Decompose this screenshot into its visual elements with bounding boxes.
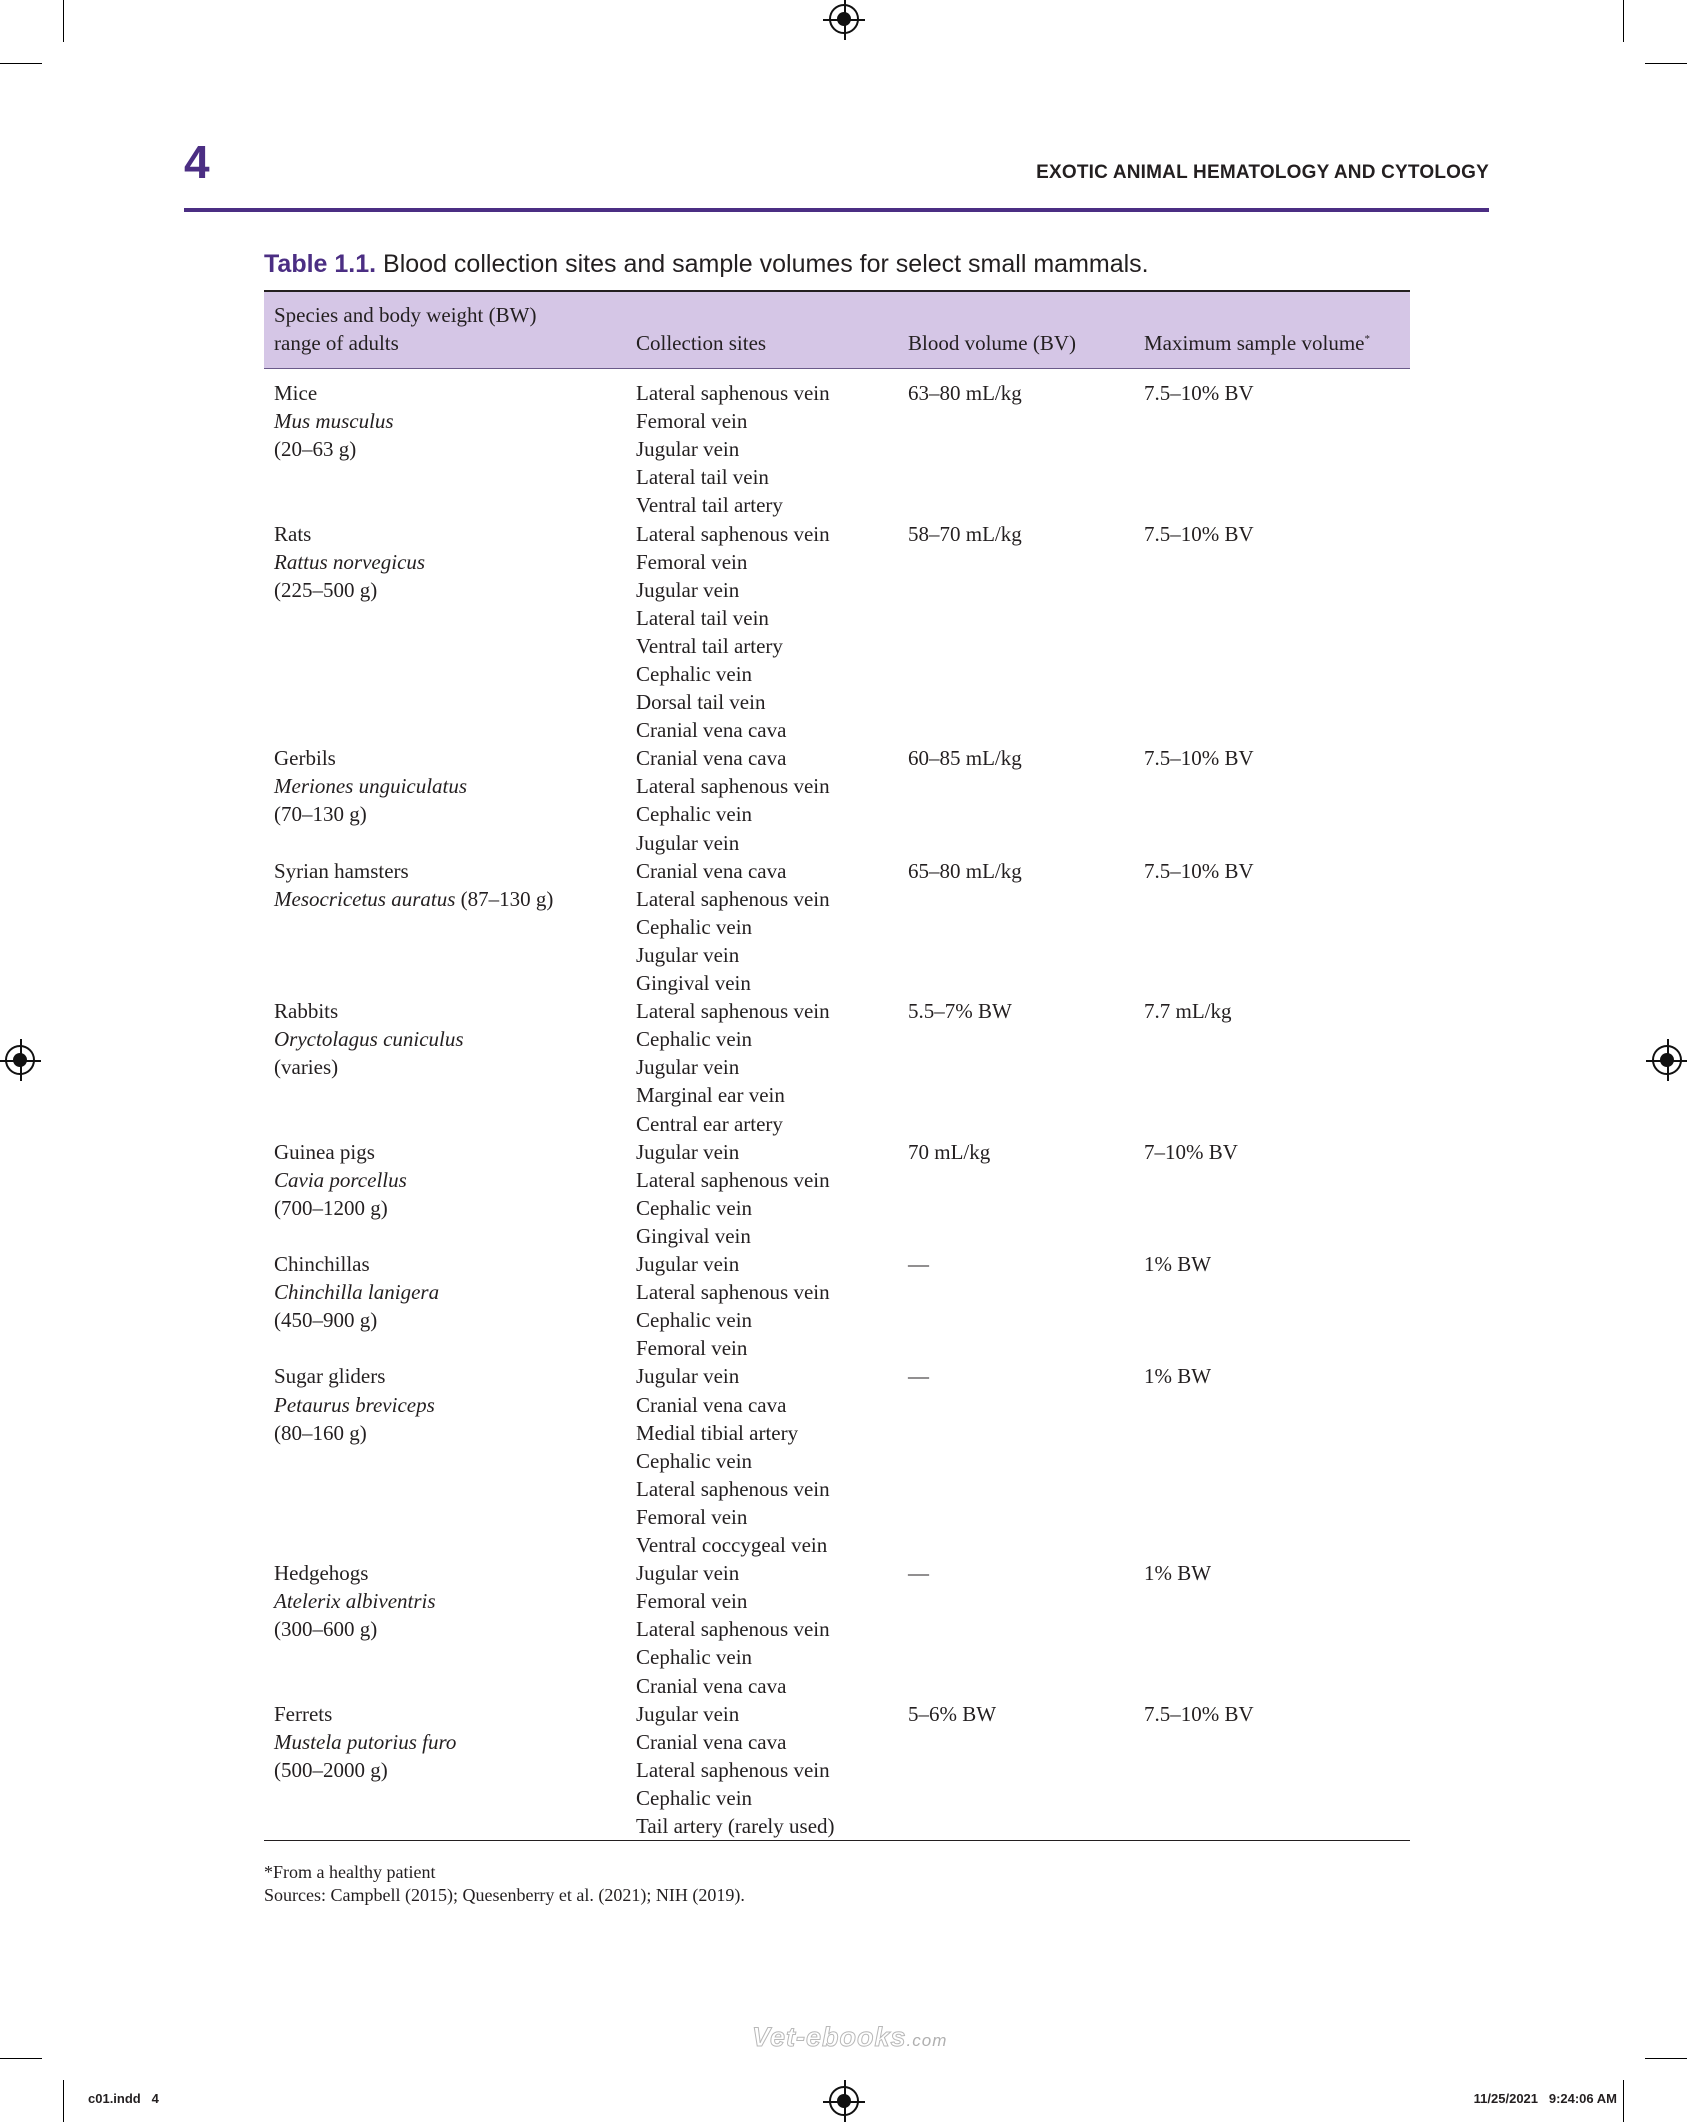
collection-site: Gingival vein	[636, 1223, 751, 1248]
species-scientific-name: Chinchilla lanigera	[274, 1280, 440, 1305]
collection-site: Femoral vein	[636, 409, 748, 434]
collection-site: Femoral vein	[636, 1336, 748, 1361]
collection-site: Cephalic vein	[636, 1785, 753, 1810]
max-sample-cell	[1144, 520, 1254, 548]
species-common-name: Syrian hamsters	[274, 858, 409, 883]
collection-site: Lateral saphenous vein	[636, 1167, 830, 1192]
species-weight: (500–2000 g)	[274, 1757, 388, 1782]
table-row	[264, 1700, 1410, 1841]
collection-site: Cephalic vein	[636, 661, 753, 686]
blood-volume-value: 60–85 mL/kg	[908, 746, 1022, 771]
header-footnote-mark: *	[1364, 333, 1370, 345]
watermark-main: Vet-ebooks	[752, 2022, 907, 2052]
max-sample-value: 7.5–10% BV	[1144, 521, 1254, 546]
blood-volume-value: 5.5–7% BW	[908, 999, 1012, 1024]
species-common-name: Chinchillas	[274, 1252, 370, 1277]
blood-volume-cell	[908, 744, 1022, 772]
watermark-tld: .com	[906, 2031, 948, 2050]
species-common-name: Gerbils	[274, 746, 336, 771]
max-sample-cell	[1144, 997, 1232, 1025]
blood-volume-value: 5–6% BW	[908, 1701, 997, 1726]
max-sample-value: 7.5–10% BV	[1144, 381, 1254, 405]
collection-sites-cell	[636, 1362, 830, 1559]
registration-mark-icon	[5, 1045, 35, 1075]
max-sample-cell	[1144, 1362, 1211, 1390]
species-scientific-name: Oryctolagus cuniculus	[274, 1027, 464, 1052]
species-common-name: Guinea pigs	[274, 1139, 375, 1164]
collection-site: Cephalic vein	[636, 1448, 753, 1473]
table-row	[264, 744, 1410, 856]
species-weight: (80–160 g)	[274, 1420, 367, 1445]
collection-site: Lateral tail vein	[636, 605, 769, 630]
blood-volume-value: —	[908, 1561, 929, 1586]
crop-mark	[0, 63, 42, 64]
collection-site: Jugular vein	[636, 1701, 740, 1726]
species-scientific-line	[274, 885, 553, 913]
blood-volume-value: 70 mL/kg	[908, 1139, 991, 1164]
collection-site: Marginal ear vein	[636, 1083, 785, 1108]
table-footnotes	[264, 1861, 745, 1907]
table-label: Table 1.1.	[264, 250, 377, 278]
collection-site: Tail artery (rarely used)	[636, 1814, 835, 1839]
sources-note: Sources: Campbell (2015); Quesenberry et al. (2021); NIH (2019).	[264, 1885, 745, 1905]
footnote: *From a healthy patient	[264, 1862, 436, 1882]
collection-site: Lateral saphenous vein	[636, 521, 830, 546]
header-max-sample	[1144, 325, 1370, 357]
species-cell	[274, 1250, 439, 1334]
collection-site: Cranial vena cava	[636, 858, 787, 883]
collection-site: Gingival vein	[636, 971, 751, 996]
collection-sites-cell	[636, 1250, 830, 1362]
species-weight: (20–63 g)	[274, 437, 357, 462]
species-cell	[274, 744, 467, 828]
collection-site: Jugular vein	[636, 1055, 740, 1080]
header-species-line2: range of adults	[274, 331, 399, 355]
species-weight: (varies)	[274, 1055, 339, 1080]
collection-site: Lateral saphenous vein	[636, 1280, 830, 1305]
species-cell	[274, 520, 425, 604]
max-sample-value: 7.5–10% BV	[1144, 746, 1254, 771]
max-sample-cell	[1144, 744, 1254, 772]
species-weight: (70–130 g)	[274, 802, 367, 827]
blood-volume-cell	[908, 857, 1022, 885]
blood-volume-cell	[908, 1700, 996, 1728]
table-body	[264, 369, 1410, 1840]
species-cell	[274, 1559, 436, 1643]
species-cell	[274, 1138, 407, 1222]
collection-site: Cephalic vein	[636, 1195, 753, 1220]
crop-mark	[1623, 0, 1624, 42]
collection-sites-cell	[636, 997, 830, 1137]
max-sample-cell	[1144, 857, 1254, 885]
registration-mark-icon	[829, 2086, 859, 2116]
collection-sites-cell	[636, 1138, 830, 1250]
header-sites: Collection sites	[636, 331, 767, 355]
registration-mark-icon	[1652, 1045, 1682, 1075]
table-header	[264, 292, 1410, 369]
species-cell	[274, 379, 394, 463]
collection-site: Lateral saphenous vein	[636, 1476, 830, 1501]
max-sample-value: 7.5–10% BV	[1144, 858, 1254, 883]
collection-site: Cranial vena cava	[636, 746, 787, 771]
collection-site: Lateral saphenous vein	[636, 999, 830, 1024]
table-bottom-rule	[264, 1840, 1410, 1841]
collection-site: Femoral vein	[636, 1589, 748, 1614]
species-scientific-line	[274, 1587, 436, 1615]
crop-mark	[63, 2080, 64, 2122]
species-scientific-name: Mesocricetus auratus	[274, 886, 456, 911]
header-max-sample-label: Maximum sample volume	[1144, 331, 1365, 355]
blood-volume-cell	[908, 1138, 990, 1166]
header-rule	[184, 208, 1489, 212]
species-scientific-line	[274, 1728, 456, 1756]
blood-volume-cell	[908, 1362, 929, 1390]
blood-volume-cell	[908, 1559, 929, 1587]
species-weight: (225–500 g)	[274, 577, 378, 602]
blood-volume-cell	[908, 520, 1022, 548]
blood-volume-value: —	[908, 1252, 929, 1277]
table-caption	[264, 250, 1149, 279]
species-scientific-line	[274, 1025, 464, 1053]
collection-site: Lateral saphenous vein	[636, 1617, 830, 1642]
collection-site: Cephalic vein	[636, 914, 753, 939]
slug-file: c01.indd 4	[88, 2091, 159, 2106]
running-head: EXOTIC ANIMAL HEMATOLOGY AND CYTOLOGY	[1036, 162, 1489, 183]
species-common-name: Ferrets	[274, 1701, 333, 1726]
species-scientific-line	[274, 1278, 439, 1306]
header-species	[274, 301, 536, 357]
blood-volume-cell	[908, 997, 1012, 1025]
species-weight: (700–1200 g)	[274, 1195, 388, 1220]
collection-site: Cranial vena cava	[636, 1729, 787, 1754]
collection-site: Femoral vein	[636, 1504, 748, 1529]
header-species-line1: Species and body weight (BW)	[274, 303, 537, 327]
max-sample-value: 7–10% BV	[1144, 1139, 1238, 1164]
header-blood-volume: Blood volume (BV)	[908, 331, 1076, 355]
crop-mark	[1645, 63, 1687, 64]
species-common-name: Mice	[274, 381, 318, 405]
blood-volume-cell	[908, 379, 1022, 407]
collection-site: Cranial vena cava	[636, 718, 787, 743]
species-common-name: Sugar gliders	[274, 1364, 386, 1389]
blood-volume-value: 63–80 mL/kg	[908, 381, 1022, 405]
species-scientific-line	[274, 1391, 435, 1419]
collection-site: Jugular vein	[636, 942, 740, 967]
crop-mark	[1623, 2080, 1624, 2122]
collection-site: Central ear artery	[636, 1111, 783, 1136]
collection-sites-cell	[636, 1700, 835, 1840]
table-row	[264, 1362, 1410, 1559]
max-sample-cell	[1144, 1138, 1238, 1166]
slug-timestamp: 11/25/2021 9:24:06 AM	[1473, 2091, 1617, 2106]
collection-site: Lateral saphenous vein	[636, 381, 830, 405]
collection-site: Dorsal tail vein	[636, 690, 766, 715]
max-sample-value: 7.7 mL/kg	[1144, 999, 1232, 1024]
watermark-logo	[752, 2022, 947, 2053]
species-scientific-name: Mustela putorius furo	[274, 1729, 457, 1754]
species-weight-inline: (87–130 g)	[455, 886, 554, 911]
max-sample-cell	[1144, 1700, 1254, 1728]
collection-site: Ventral coccygeal vein	[636, 1533, 828, 1558]
table-row	[264, 1559, 1410, 1700]
collection-site: Cephalic vein	[636, 1645, 753, 1670]
species-cell	[274, 1700, 456, 1784]
table-row	[264, 520, 1410, 745]
species-weight: (300–600 g)	[274, 1617, 378, 1642]
collection-site: Jugular vein	[636, 1139, 740, 1164]
collection-site: Jugular vein	[636, 1252, 740, 1277]
species-common-name: Hedgehogs	[274, 1561, 369, 1586]
table-row	[264, 379, 1410, 520]
species-scientific-name: Atelerix albiventris	[274, 1589, 436, 1614]
collection-site: Medial tibial artery	[636, 1420, 799, 1445]
max-sample-value: 7.5–10% BV	[1144, 1701, 1254, 1726]
collection-site: Lateral saphenous vein	[636, 774, 830, 799]
crop-mark	[0, 2058, 42, 2059]
collection-site: Jugular vein	[636, 1364, 740, 1389]
collection-site: Cephalic vein	[636, 802, 753, 827]
species-scientific-line	[274, 548, 425, 576]
species-scientific-name: Petaurus breviceps	[274, 1392, 435, 1417]
collection-site: Jugular vein	[636, 437, 740, 462]
registration-mark-icon	[829, 4, 859, 34]
max-sample-value: 1% BW	[1144, 1252, 1212, 1277]
collection-site: Lateral saphenous vein	[636, 1757, 830, 1782]
blood-volume-value: 65–80 mL/kg	[908, 858, 1022, 883]
species-common-name: Rabbits	[274, 999, 339, 1024]
collection-site: Cranial vena cava	[636, 1673, 787, 1698]
max-sample-value: 1% BW	[1144, 1364, 1212, 1389]
collection-site: Cephalic vein	[636, 1308, 753, 1333]
crop-mark	[63, 0, 64, 42]
page-number: 4	[184, 136, 210, 188]
data-table	[264, 290, 1410, 1841]
table-row	[264, 857, 1410, 998]
species-common-name: Rats	[274, 521, 312, 546]
collection-site: Femoral vein	[636, 549, 748, 574]
collection-site: Lateral tail vein	[636, 465, 769, 490]
species-scientific-line	[274, 407, 394, 435]
collection-sites-cell	[636, 379, 830, 519]
collection-site: Jugular vein	[636, 830, 740, 855]
collection-site: Lateral saphenous vein	[636, 886, 830, 911]
species-cell	[274, 997, 464, 1081]
species-scientific-line	[274, 1166, 407, 1194]
blood-volume-cell	[908, 1250, 929, 1278]
species-weight: (450–900 g)	[274, 1308, 378, 1333]
collection-sites-cell	[636, 520, 830, 745]
species-scientific-name: Cavia porcellus	[274, 1167, 407, 1192]
species-scientific-name: Meriones unguiculatus	[274, 774, 468, 799]
collection-sites-cell	[636, 857, 830, 997]
collection-sites-cell	[636, 1559, 830, 1699]
max-sample-value: 1% BW	[1144, 1561, 1212, 1586]
species-cell	[274, 857, 553, 913]
collection-site: Ventral tail artery	[636, 633, 783, 658]
table-row	[264, 1138, 1410, 1250]
species-scientific-name: Mus musculus	[274, 409, 394, 434]
max-sample-cell	[1144, 1559, 1211, 1587]
blood-volume-value: —	[908, 1364, 929, 1389]
collection-site: Cephalic vein	[636, 1027, 753, 1052]
species-scientific-line	[274, 772, 467, 800]
table-title: Blood collection sites and sample volumes for select small mammals.	[383, 250, 1149, 278]
species-scientific-name: Rattus norvegicus	[274, 549, 426, 574]
collection-site: Jugular vein	[636, 577, 740, 602]
collection-site: Cranial vena cava	[636, 1392, 787, 1417]
max-sample-cell	[1144, 379, 1254, 407]
collection-site: Jugular vein	[636, 1561, 740, 1586]
blood-volume-value: 58–70 mL/kg	[908, 521, 1022, 546]
collection-site: Ventral tail artery	[636, 493, 783, 518]
collection-sites-cell	[636, 744, 830, 856]
table-row	[264, 997, 1410, 1138]
species-cell	[274, 1362, 435, 1446]
crop-mark	[1645, 2058, 1687, 2059]
max-sample-cell	[1144, 1250, 1211, 1278]
table-row	[264, 1250, 1410, 1362]
